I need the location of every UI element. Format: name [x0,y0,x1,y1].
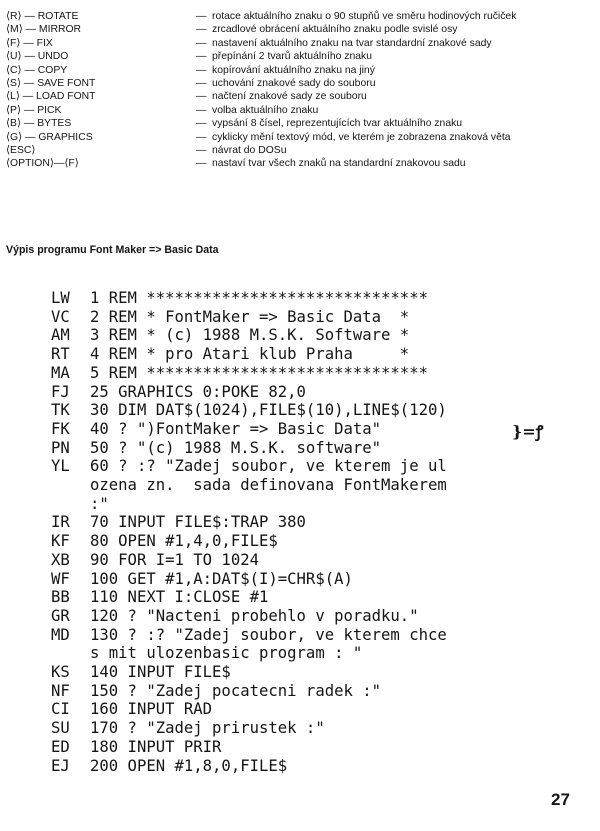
command-row [6,104,590,117]
checksum-code: GR [51,606,70,625]
listing-line [51,495,581,514]
basic-code: 1 REM ****************************** [90,289,428,307]
command-description: nastaví tvar všech znaků na standardní znakovou sadu [212,158,466,170]
checksum-code: AM [51,326,70,345]
command-key: ⟨R⟩ — ROTATE [6,11,79,22]
checksum-code: PN [51,438,70,457]
checksum-code: ED [51,737,70,756]
command-description: nastavení aktuálního znaku na tvar standardní znakové sady [212,37,492,49]
basic-code: ozena zn. sada definovana FontMakerem [90,476,447,495]
command-key: ⟨OPTION⟩—⟨F⟩ [6,158,79,170]
checksum-code: VC [51,307,70,326]
checksum-code: MD [51,625,70,644]
command-key: ⟨U⟩ — UNDO [6,51,69,63]
command-row [6,117,590,130]
basic-code: 80 OPEN #1,4,0,FILE$ [90,532,278,551]
command-dash: — [196,158,207,170]
command-key: ⟨ESC⟩ [6,145,36,157]
listing-line [51,345,581,364]
command-key: ⟨M⟩ — MIRROR [6,24,82,36]
listing-line [51,383,581,402]
command-dash: — [196,104,207,116]
listing-line [51,719,581,738]
command-key: ⟨F⟩ — FIX [6,37,53,49]
command-dash: — [196,64,207,76]
command-key: ⟨C⟩ — COPY [6,64,68,76]
checksum-code: CI [51,700,70,719]
listing-line [51,364,581,383]
basic-code: 150 ? "Zadej pocatecni radek :" [90,681,382,700]
command-row [6,37,590,50]
basic-code: 200 OPEN #1,8,0,FILE$ [90,756,288,775]
listing-line [51,289,581,308]
checksum-code [51,495,90,514]
command-key: ⟨B⟩ — BYTES [6,118,72,130]
checksum-code: XB [51,550,70,569]
command-row [6,131,590,144]
checksum-code: BB [51,588,70,607]
command-description: kopírování aktuálního znaku na jiný [212,64,375,76]
listing-line [51,401,581,420]
listing-heading: Výpis programu Font Maker => Basic Data [6,244,219,256]
command-key: ⟨L⟩ — LOAD FONT [6,91,96,103]
basic-code: 160 INPUT RAD [90,700,213,719]
checksum-code: KF [51,532,70,551]
command-description: vypsání 8 čísel, reprezentujících tvar aktuálního znaku [212,118,463,130]
basic-code: 4 REM * pro Atari klub Praha * [90,345,410,364]
command-description: rotace aktuálního znaku o 90 stupňů ve směru hodinových ručiček [212,11,517,22]
command-description: uchování znakové sady do souboru [212,78,376,90]
basic-code: 70 INPUT FILE$:TRAP 380 [90,513,306,532]
command-row [6,23,590,36]
command-dash: — [196,91,207,103]
program-listing [51,289,581,775]
listing-line [51,308,581,327]
basic-code: 170 ? "Zadej prirustek :" [90,719,325,738]
listing-line [51,607,581,626]
basic-code: 180 INPUT PRIR [90,737,222,756]
basic-code: 5 REM ****************************** [90,363,428,382]
checksum-code: NF [51,681,70,700]
basic-code: s mit ulozenbasic program : " [90,644,363,663]
command-key: ⟨G⟩ — GRAPHICS [6,131,93,143]
basic-code: 50 ? "(c) 1988 M.S.K. software" [90,438,382,457]
command-dash: — [196,24,207,36]
checksum-code: MA [51,363,70,382]
checksum-code: YL [51,457,70,476]
basic-code: 40 ? ")FontMaker => Basic Data" [90,419,382,438]
command-row [6,10,590,23]
checksum-code: EJ [51,756,70,775]
command-description: přepínání 2 tvarů aktuálního znaku [212,51,373,63]
checksum-code [51,476,90,495]
listing-line [51,570,581,589]
checksum-code: IR [51,513,70,532]
basic-code: 25 GRAPHICS 0:POKE 82,0 [90,382,306,401]
command-description: návrat do DOSu [212,145,287,157]
basic-code: 140 INPUT FILE$ [90,663,231,682]
checksum-code [51,644,90,663]
basic-code: 2 REM * FontMaker => Basic Data * [90,307,410,326]
command-row [6,90,590,103]
command-description: načtení znakové sady ze souboru [212,91,367,103]
command-dash: — [196,37,207,49]
command-dash: — [196,145,207,157]
command-key: ⟨S⟩ — SAVE FONT [6,78,96,90]
page-number: 27 [551,790,570,809]
listing-line [51,663,581,682]
listing-line [51,326,581,345]
checksum-code: WF [51,569,70,588]
listing-line [51,757,581,776]
checksum-code: RT [51,345,70,364]
checksum-code: SU [51,719,70,738]
command-description: volba aktuálního znaku [212,104,319,116]
basic-code: 120 ? "Nacteni probehlo v poradku." [90,606,419,625]
command-dash: — [196,131,207,143]
command-row [6,64,590,77]
command-key: ⟨P⟩ — PICK [6,104,62,116]
basic-code: 100 GET #1,A:DAT$(I)=CHR$(A) [90,569,353,588]
basic-code: :" [90,494,109,513]
handwritten-margin-note: }=ꝭ [512,422,544,441]
command-row [6,77,590,90]
basic-code: 60 ? :? "Zadej soubor, ve kterem je ul [90,457,447,476]
command-description: zrcadlové obrácení aktuálního znaku podle svislé osy [212,24,458,36]
listing-line [51,738,581,757]
basic-code: 110 NEXT I:CLOSE #1 [90,588,269,607]
listing-line [51,457,581,476]
command-row [6,157,590,170]
basic-code: 90 FOR I=1 TO 1024 [90,550,259,569]
command-row [6,50,590,63]
listing-line [51,700,581,719]
listing-line [51,588,581,607]
basic-code: 30 DIM DAT$(1024),FILE$(10),LINE$(120) [90,401,447,420]
basic-code: 3 REM * (c) 1988 M.S.K. Software * [90,326,410,345]
listing-line [51,513,581,532]
basic-code: 130 ? :? "Zadej soubor, ve kterem chce [90,625,447,644]
checksum-code: TK [51,401,70,420]
listing-line [51,644,581,663]
listing-line [51,439,581,458]
checksum-code: FK [51,419,70,438]
command-dash: — [196,11,207,22]
listing-line [51,420,581,439]
command-dash: — [196,51,207,63]
command-dash: — [196,118,207,130]
checksum-code: KS [51,663,70,682]
command-row [6,144,590,157]
listing-line [51,682,581,701]
command-dash: — [196,78,207,90]
command-description: cyklicky mění textový mód, ve kterém je zobrazena znaková věta [212,131,511,143]
listing-line [51,551,581,570]
listing-line [51,476,581,495]
listing-line [51,532,581,551]
checksum-code: LW [51,289,70,307]
checksum-code: FJ [51,382,70,401]
listing-line [51,626,581,645]
command-reference [6,10,590,171]
